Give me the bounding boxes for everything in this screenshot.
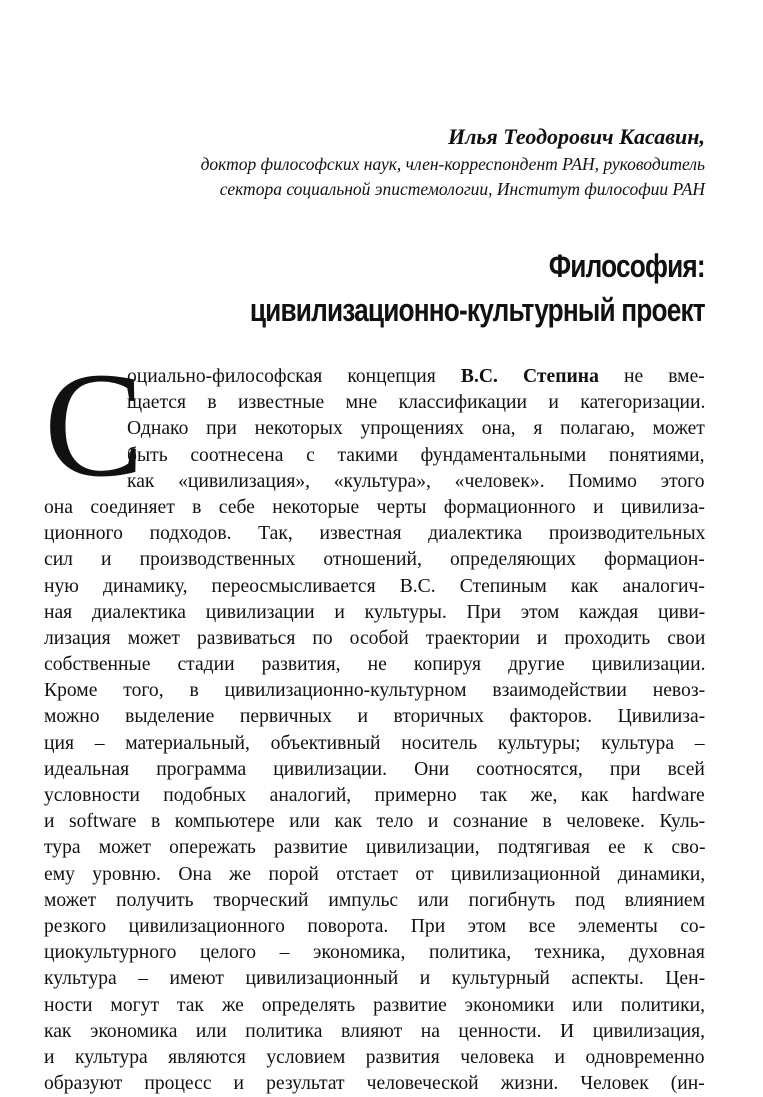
first-line-end: не вме- <box>598 366 705 387</box>
body-line: Однако при некоторых упрощениях она, я полагаю, может <box>127 418 705 440</box>
body-line: сил и производственных отношений, определяющих формацион- <box>44 549 705 571</box>
body-line: ная диалектика цивилизации и культуры. При этом каждая циви- <box>44 601 706 623</box>
body-text <box>44 364 705 1097</box>
first-line-bold-name: В.С. Степина <box>460 366 599 387</box>
body-line: и software в компьютере или как тело и сознание в человеке. Куль- <box>44 811 706 833</box>
body-line: ную динамику, переосмысливается В.С. Степиным как аналогич- <box>44 575 705 597</box>
author-name: Илья Теодорович Касавин, <box>447 124 705 149</box>
body-line: щается в известные мне классификации и категоризации. <box>127 392 706 414</box>
body-line: ности могут так же определять развитие экономики или политики, <box>44 994 705 1016</box>
drop-cap-letter: С <box>44 342 145 508</box>
author-block <box>201 122 705 202</box>
body-line: идеальная программа цивилизации. Они соотносятся, при всей <box>44 758 705 780</box>
author-affiliation-line-1: доктор философских наук, член-корреспондент РАН, руководитель <box>200 154 705 174</box>
body-line: Кроме того, в цивилизационно-культурном взаимодействии невоз- <box>44 680 706 702</box>
author-affiliation-line-2: сектора социальной эпистемологии, Институт философии РАН <box>219 179 705 199</box>
body-line: как экономика или политика влияют на ценности. И цивилизация, <box>44 1020 705 1042</box>
body-line: культура – имеют цивилизационный и культурный аспекты. Цен- <box>44 968 706 990</box>
title-line-2: цивилизационно-культурный проект <box>250 292 705 328</box>
body-line: собственные стадии развития, не копируя другие цивилизации. <box>44 654 706 676</box>
body-line: ция – материальный, объективный носитель культуры; культура – <box>44 732 705 754</box>
body-line: может получить творческий импульс или погибнуть под влиянием <box>44 889 706 911</box>
body-line: можно выделение первичных и вторичных факторов. Цивилиза- <box>44 706 706 728</box>
body-line: образуют процесс и результат человеческой жизни. Человек (ин- <box>44 1073 705 1095</box>
title-line-1: Философия: <box>548 248 705 284</box>
body-line: ему уровню. Она же порой отстает от цивилизационной динамики, <box>44 863 706 885</box>
body-line: резкого цивилизационного поворота. При этом все элементы со- <box>44 915 706 937</box>
body-line: быть соотнесена с такими фундаментальными понятиями, <box>127 444 705 466</box>
body-line: условности подобных аналогий, примерно так же, как hardware <box>44 785 705 806</box>
body-line: и культура являются условием развития человека и одновременно <box>44 1046 705 1068</box>
body-line: ционного подходов. Так, известная диалектика производительных <box>44 523 706 545</box>
body-line: циокультурного целого – экономика, политика, техника, духовная <box>44 942 705 964</box>
body-line-first <box>127 364 705 390</box>
body-line: она соединяет в себе некоторые черты формационного и цивилиза- <box>44 496 705 518</box>
first-line-start: оциально-философская концепция <box>127 366 461 387</box>
article-title <box>250 244 705 332</box>
body-line: как «цивилизация», «культура», «человек». Помимо этого <box>127 470 705 492</box>
body-line: тура может опережать развитие цивилизации, подтягивая ее к сво- <box>44 837 706 859</box>
body-line: лизация может развиваться по особой траектории и проходить свои <box>44 627 706 649</box>
